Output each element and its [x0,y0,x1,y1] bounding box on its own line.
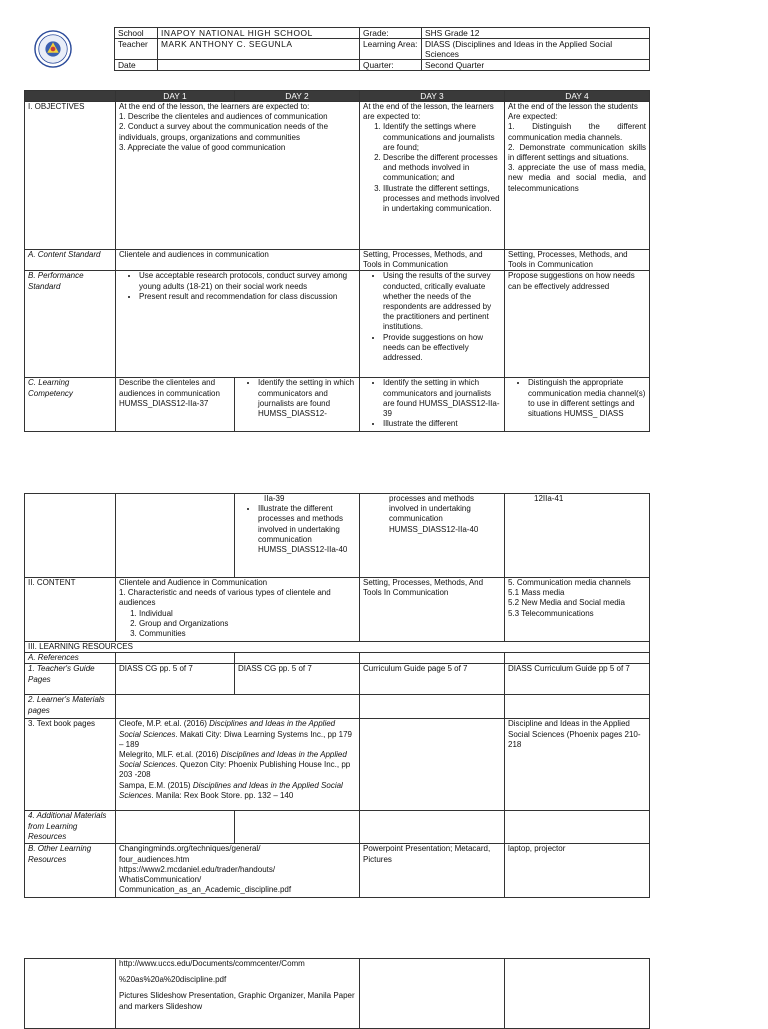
resource-link: %20as%20a%20discipline.pdf [119,975,227,985]
empty-cell [360,811,505,844]
textbook-reference: Cleofe, M.P. et.al. (2016) Disciplines and Ideas in the Applied Social Sciences. Makati City: Diwa Learning Systems Inc., pp 179 – 189 [119,719,353,749]
school-value: INAPOY NATIONAL HIGH SCHOOL [158,28,360,39]
objectives-label: I. OBJECTIVES [25,102,116,250]
content-standard-day12: Clientele and audiences in communication [116,250,360,271]
date-value [158,60,360,71]
competency-label: C. Learning Competency [25,378,116,432]
other-resources-label: B. Other Learning Resources [25,844,116,898]
textbook-label: 3. Text book pages [25,719,116,811]
content-item: 5. Communication media channels [508,578,631,587]
day-2-header: DAY 2 [235,91,360,102]
cont-day1 [116,494,235,578]
teachers-guide-day3: Curriculum Guide page 5 of 7 [360,664,505,695]
empty-cell [116,695,360,719]
references-label: A. References [25,653,116,664]
objective-item: 1. Identify the settings where communications and journalists are found; [383,122,501,153]
resource-link: Communication_as_an_Academic_discipline.pdf [119,885,292,895]
empty-cell [235,653,360,664]
learning-resources-label: III. LEARNING RESOURCES [25,642,650,653]
objectives-intro: At the end of the lesson, the learners are expected to: [119,102,310,111]
empty-cell [360,695,505,719]
content-day3: Setting, Processes, Methods, And Tools In Communication [360,578,505,642]
content-item: 5.3 Telecommunications [508,608,594,618]
performance-standard-day12 [116,271,360,378]
teachers-guide-day1: DIASS CG pp. 5 of 7 [116,664,235,695]
content-item: 1. Individual [139,609,356,619]
objective-item: 2. Describe the different processes and methods involved in communication; and [383,153,501,184]
other-resources-day12 [116,844,360,898]
empty-cell [360,959,505,1029]
learners-materials-label: 2. Learner's Materials pages [25,695,116,719]
performance-item: • Provide suggestions on how needs can be effectively addressed. [383,333,501,364]
objective-item: 2. Conduct a survey about the communication needs of the individuals, groups, organizations and communities [119,122,329,142]
competency-item: • Identify the setting in which communicators and journalists are found HUMSS_DIASS12-IIa-39 [383,378,501,419]
teachers-guide-day2: DIASS CG pp. 5 of 7 [235,664,360,695]
cont-day3 [360,494,505,578]
empty-cell [116,811,235,844]
grade-value: SHS Grade 12 [422,28,650,39]
resource-link: Changingminds.org/techniques/general/ [119,844,261,854]
content-day4 [505,578,650,642]
competency-day4 [505,378,650,432]
objective-item: 1. Describe the clienteles and audiences of communication [119,112,328,122]
competency-day2 [235,378,360,432]
resource-link: four_audiences.htm [119,854,190,864]
header-table [114,27,650,71]
lesson-plan-table-page3 [24,958,650,1029]
content-item: 5.1 Mass media [508,588,565,598]
corner-cell [25,91,116,102]
page3-label [25,959,116,1029]
school-label: School [115,28,158,39]
resource-text: Pictures Slideshow Presentation, Graphic Organizer, Manila Paper and markers Slideshow [119,991,355,1011]
lesson-plan-table-page1 [24,90,650,432]
grade-label: Grade: [360,28,422,39]
cont-code: 12IIa-41 [534,494,564,503]
objective-item: 3. appreciate the use of mass media, new media and social media, and telecommunications [508,163,646,193]
objective-item: 3. Appreciate the value of good communication [119,142,286,152]
competency-day3 [360,378,505,432]
competency-item: • Distinguish the appropriate communication media channel(s) to use in different settings and situations HUMSS_ DIASS [528,378,646,419]
textbook-reference: Sampa, E.M. (2015) Disciplines and Ideas in the Applied Social Sciences. Manila: Rex Book Store. pp. 132 – 140 [119,780,343,800]
performance-item: • Using the results of the survey conducted, critically evaluate whether the needs of the respondents are addressed by the practitioners and pertinent institutions. [383,271,501,332]
objective-item: 1. Distinguish the different communication media channels. [508,122,646,142]
quarter-label: Quarter: [360,60,422,71]
content-standard-day4: Setting, Processes, Methods, and Tools in Communication [505,250,650,271]
objectives-day12 [116,102,360,250]
objectives-expected: Are expected: [508,112,558,122]
textbook-reference: Melegrito, MLF. et.al. (2016) Disciplines and Ideas in the Applied Social Sciences. Quezon City: Phoenix Publishing House Inc., pp 203 -208 [119,750,351,780]
learning-area-label: Learning Area: [360,39,422,60]
teachers-guide-label: 1. Teacher's Guide Pages [25,664,116,695]
objectives-day3 [360,102,505,250]
empty-cell [505,959,650,1029]
textbook-day4: Discipline and Ideas in the Applied Social Sciences (Phoenix pages 210-218 [505,719,650,811]
performance-item: • Use acceptable research protocols, conduct survey among young adults (18-21) on their social work needs [139,271,356,291]
performance-standard-day3 [360,271,505,378]
performance-standard-label: B. Performance Standard [25,271,116,378]
other-resources-day3: Powerpoint Presentation; Metacard, Pictures [360,844,505,898]
objectives-day4 [505,102,650,250]
competency-item: • Identify the setting in which communicators and journalists are found HUMSS_DIASS12- [258,378,356,419]
content-item: 2. Group and Organizations [139,619,356,629]
other-resources-day4: laptop, projector [505,844,650,898]
cont-item: • Illustrate the different processes and methods involved in undertaking communication HUMSS_DIASS12-IIa-40 [258,504,356,555]
deped-seal-logo [34,30,72,68]
empty-cell [360,653,505,664]
resource-link: WhatisCommunication/ [119,875,202,885]
day-3-header: DAY 3 [360,91,505,102]
content-day12 [116,578,360,642]
content-sub: 1. Characteristic and needs of various types of clientele and audiences [119,588,331,608]
day-1-header: DAY 1 [116,91,235,102]
objectives-intro: At the end of the lesson the students [508,102,638,111]
empty-cell [116,653,235,664]
content-item: 5.2 New Media and Social media [508,598,625,608]
cont-text: processes and methods involved in undertaking communication HUMSS_DIASS12-IIa-40 [389,494,479,534]
competency-item: • Illustrate the different [383,419,501,429]
content-item: 3. Communities [139,629,356,639]
content-standard-label: A. Content Standard [25,250,116,271]
cont-day4 [505,494,650,578]
cont-code: IIa-39 [264,494,285,503]
performance-standard-day4: Propose suggestions on how needs can be effectively addressed [505,271,650,378]
resource-link: https://www2.mcdaniel.edu/trader/handouts/ [119,864,276,874]
content-title: Clientele and Audience in Communication [119,578,268,587]
empty-cell [360,719,505,811]
teachers-guide-day4: DIASS Curriculum Guide pp 5 of 7 [505,664,650,695]
objective-item: 2. Demonstrate communication skills in different settings and situations. [508,142,646,163]
day-4-header: DAY 4 [505,91,650,102]
empty-cell [505,653,650,664]
learning-area-value: DIASS (Disciplines and Ideas in the Applied Social Sciences [422,39,650,60]
date-label: Date [115,60,158,71]
cont-day2 [235,494,360,578]
teacher-value: MARK ANTHONY C. SEGUNLA [158,39,360,60]
teacher-label: Teacher [115,39,158,60]
objective-item: 3. Illustrate the different settings, processes and methods involved in undertaking communication. [383,184,501,215]
content-standard-day3: Setting, Processes, Methods, and Tools in Communication [360,250,505,271]
quarter-value: Second Quarter [422,60,650,71]
additional-materials-label: 4. Additional Materials from Learning Resources [25,811,116,844]
cont-label [25,494,116,578]
textbook-day12 [116,719,360,811]
objectives-intro: At the end of the lesson, the learners are expected to: [363,102,494,122]
resource-link: http://www.uccs.edu/Documents/commcenter/Comm [119,959,305,968]
content-label: II. CONTENT [25,578,116,642]
empty-cell [235,811,360,844]
page3-resources [116,959,360,1029]
empty-cell [505,811,650,844]
empty-cell [505,695,650,719]
lesson-plan-table-page2 [24,493,650,898]
competency-day1: Describe the clienteles and audiences in communication HUMSS_DIASS12-IIa-37 [116,378,235,432]
performance-item: • Present result and recommendation for class discussion [139,292,356,302]
